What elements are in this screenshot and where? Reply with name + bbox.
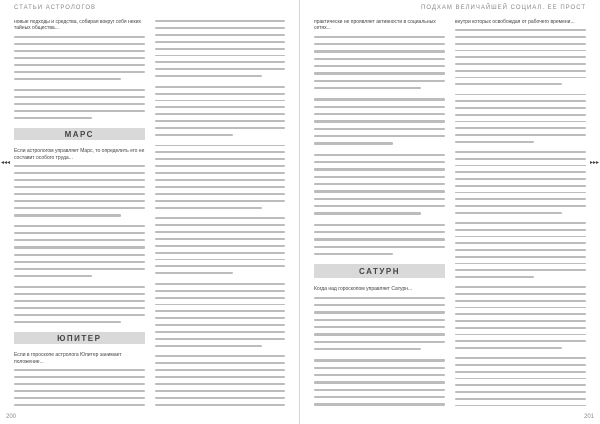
right-page — [300, 0, 600, 424]
section-heading-mars: МАРС — [14, 128, 145, 140]
page-edge-marker: ▸▸▸ — [589, 160, 599, 166]
section-heading-saturn: САТУРН — [314, 264, 445, 278]
text-sample: новые подходы и средства, собирая вокруг себя неких тайных общества... — [14, 19, 142, 32]
text-sample: внутри которых освобождая от рабочего времени... — [455, 19, 575, 25]
left-col-2 — [155, 18, 286, 408]
right-col-1 — [314, 18, 445, 408]
section-heading-jupiter: ЮПИТЕР — [14, 332, 145, 344]
text-sample: Если астрологом управляет Марс, то определить его не составит особого труда... — [14, 148, 145, 161]
text-sample: Когда над гороскопом управляет Сатурн... — [314, 286, 413, 293]
left-col-1 — [14, 18, 145, 408]
text-sample: практически не проявляет активности в социальных сетях... — [314, 19, 436, 32]
page-edge-marker: ◂◂◂ — [1, 160, 11, 166]
text-sample: Если в гороскопе астролога Юпитер занимает положение... — [14, 352, 122, 365]
page-number: 201 — [583, 414, 594, 420]
running-head: СТАТЬИ АСТРОЛОГОВ — [14, 5, 97, 11]
page-number: 200 — [6, 414, 17, 420]
right-col-2 — [455, 18, 586, 408]
running-head: ПОДХАМ ВЕЛИЧАЙШЕЙ СОЦИАЛ. ЕЕ ПРОСТ — [421, 5, 586, 11]
